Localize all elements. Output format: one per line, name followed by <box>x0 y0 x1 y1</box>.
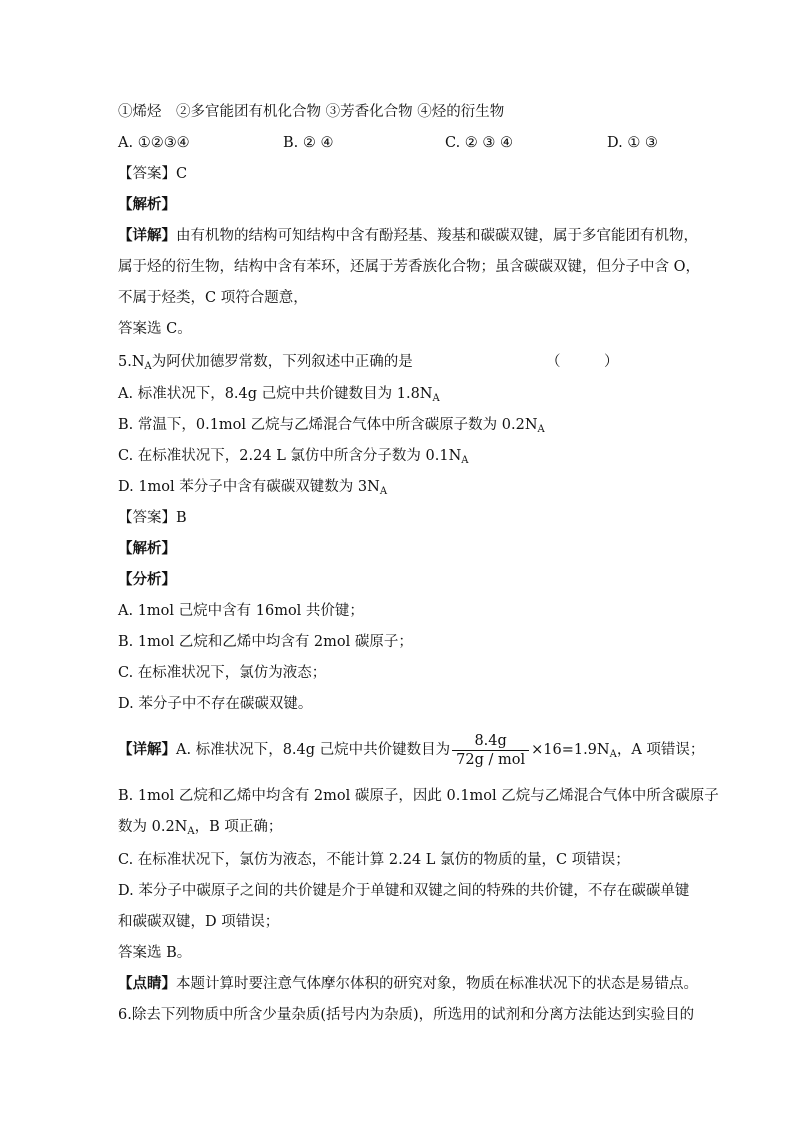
fraction-denominator: 72g / mol <box>456 751 526 768</box>
q5-detail-b-line-1: B. 1mol 乙烷和乙烯中均含有 2mol 碳原子，因此 0.1mol 乙烷与乙烯混合气体中所含碳原子 <box>118 788 719 804</box>
q5-detail-b-pre: 数为 0.2N <box>118 819 188 835</box>
q5-tip-text: 本题计算时要注意气体摩尔体积的研究对象，物质在标准状况下的状态是易错点。 <box>176 976 698 992</box>
q5-analysis-c: C. 在标准状况下，氯仿为液态； <box>118 665 327 681</box>
q5-detail-tag: 【详解】 <box>118 741 176 758</box>
q5-analysis-sub: 【分析】 <box>118 571 176 588</box>
q5-option-c-sub: A <box>461 455 469 466</box>
q4-detail-line-3: 不属于烃类，C 项符合题意， <box>118 290 308 306</box>
q5-detail-a-pre: A. 标准状况下，8.4g 己烷中共价键数目为 <box>176 742 451 758</box>
q5-detail-a-sub: A <box>609 749 617 760</box>
q5-detail-b-sub: A <box>187 826 195 837</box>
q5-stem-pre: 5.N <box>118 354 145 370</box>
q5-detail-b-post: ，B 项正确； <box>194 819 283 835</box>
q5-option-c <box>118 446 469 471</box>
q5-analysis-b: B. 1mol 乙烷和乙烯中均含有 2mol 碳原子； <box>118 634 413 650</box>
q5-analysis-title: 【解析】 <box>118 540 176 557</box>
q5-analysis-d: D. 苯分子中不存在碳碳双键。 <box>118 696 313 712</box>
q5-option-a-text: A. 标准状况下，8.4g 己烷中共价键数目为 1.8N <box>118 386 433 402</box>
q4-detail-text-1: 由有机物的结构可知结构中含有酚羟基、羧基和碳碳双键，属于多官能团有机物， <box>176 228 698 244</box>
q5-detail-c: C. 在标准状况下，氯仿为液态，不能计算 2.24 L 氯仿的物质的量，C 项错误； <box>118 852 630 868</box>
q5-detail-a-post: ，A 项错误； <box>616 742 705 758</box>
mass-ratio-fraction <box>452 733 529 768</box>
q5-option-c-text: C. 在标准状况下，2.24 L 氯仿中所含分子数为 0.1N <box>118 448 462 464</box>
q5-option-d-text: D. 1mol 苯分子中含有碳碳双键数为 3N <box>118 479 380 495</box>
q5-detail-a <box>118 730 704 775</box>
q5-option-b <box>118 415 545 440</box>
q5-detail-a-mid: ×16=1.9N <box>531 742 610 758</box>
q4-option-c: C. ② ③ ④ <box>445 135 514 151</box>
q5-stem-post: 为阿伏加德罗常数，下列叙述中正确的是 <box>151 354 413 370</box>
q4-choice: 答案选 C。 <box>118 321 192 337</box>
q5-tip <box>118 974 698 994</box>
q5-tip-tag: 【点睛】 <box>118 975 176 992</box>
q5-stem <box>118 352 413 377</box>
q6-stem: 6.除去下列物质中所含少量杂质(括号内为杂质)，所选用的试剂和分离方法能达到实验目的 <box>118 1007 695 1023</box>
q4-detail-line-1 <box>118 226 698 246</box>
fraction-numerator: 8.4g <box>452 733 529 751</box>
q4-option-d: D. ① ③ <box>607 135 658 151</box>
q5-stem-sub: A <box>144 361 152 372</box>
q5-option-a <box>118 384 440 409</box>
q5-detail-d-line-1: D. 苯分子中碳原子之间的共价键是介于单键和双键之间的特殊的共价键，不存在碳碳单键 <box>118 883 690 899</box>
q4-analysis-title: 【解析】 <box>118 196 176 213</box>
q4-option-b: B. ② ④ <box>283 135 334 151</box>
q5-option-d <box>118 477 387 502</box>
q4-answer: 【答案】C <box>118 166 188 182</box>
q5-option-d-sub: A <box>379 486 388 497</box>
q5-option-a-sub: A <box>432 393 440 404</box>
q4-detail-tag: 【详解】 <box>118 227 176 244</box>
q4-option-a: A. ①②③④ <box>118 135 190 151</box>
q5-choice: 答案选 B。 <box>118 945 192 961</box>
q5-analysis-a: A. 1mol 己烷中含有 16mol 共价键； <box>118 603 364 619</box>
q5-answer: 【答案】B <box>118 510 187 526</box>
q5-answer-paren: （ ） <box>546 354 619 370</box>
q5-option-b-text: B. 常温下，0.1mol 乙烷与乙烯混合气体中所含碳原子数为 0.2N <box>118 417 538 433</box>
q4-items: ①烯烃 ②多官能团有机化合物 ③芳香化合物 ④烃的衍生物 <box>118 104 505 120</box>
q5-detail-b-line-2 <box>118 817 282 842</box>
q4-detail-line-2: 属于烃的衍生物，结构中含有苯环，还属于芳香族化合物；虽含碳碳双键，但分子中含 O， <box>118 259 700 275</box>
q5-option-b-sub: A <box>537 424 545 435</box>
q5-detail-d-line-2: 和碳碳双键，D 项错误； <box>118 914 280 930</box>
